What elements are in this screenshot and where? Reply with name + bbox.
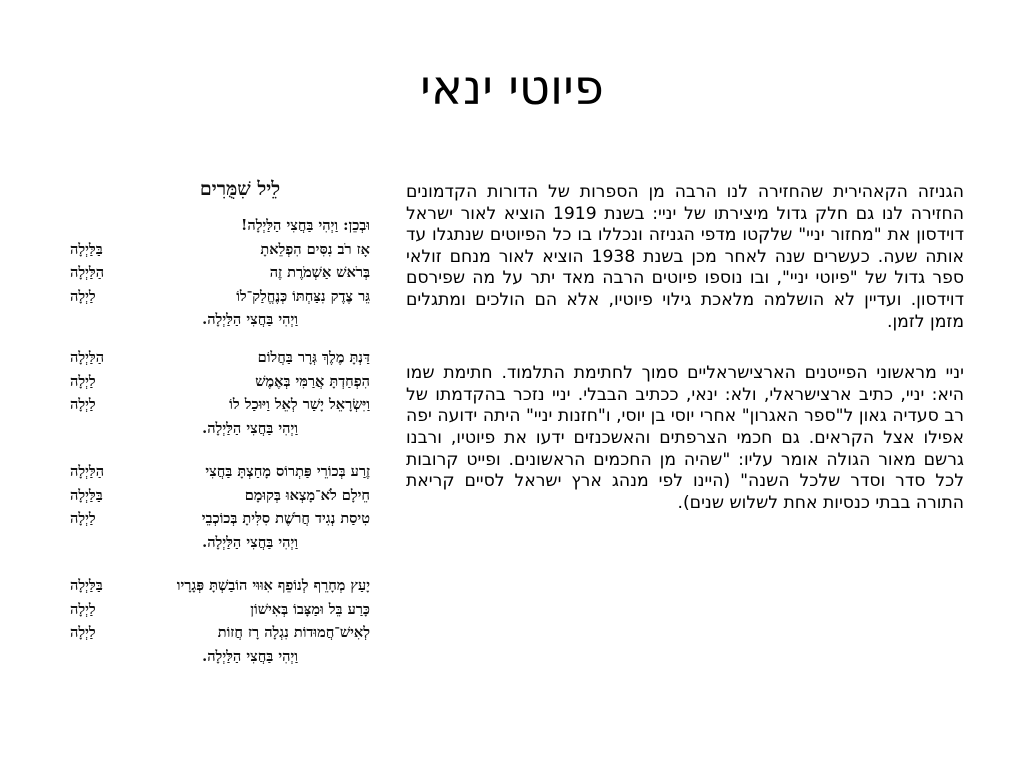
verse-ending: הַלַּיְלָה	[70, 463, 105, 480]
verse-ending: בַּלַּיְלָה	[70, 486, 103, 504]
poem-verse	[70, 370, 370, 394]
verse-ending: לַיְלָה	[70, 372, 96, 390]
verse-text: זֶרַע בְּכוֹרֵי פַּתְרוֹס מָחַצְתָּ בַּחֲצִי	[205, 463, 370, 480]
verse-text: בְּרֹאשׁ אַשְׁמֹרֶת זֶה	[269, 264, 370, 281]
verse-text: טִיסַת נְגִיד חֲרֹשֶׁת סִלִּיתָ בְּכוֹכְבֵי	[201, 510, 370, 527]
poem-verse	[70, 460, 370, 484]
verse-text: כָּרַע בֵּל וּמַצָּבוֹ בְּאִישׁוֹן	[250, 600, 370, 618]
verse-ending: לַיְלָה	[70, 600, 96, 618]
verse-ending: לַיְלָה	[70, 287, 96, 305]
verse-text: גֵּר צֶדֶק נִצַּחְתּוֹ כְּנֶחֱלַק־לוֹ	[236, 287, 370, 305]
verse-text: הִפְחַדְתָּ אֲרַמִּי בְּאֶמֶשׁ	[255, 372, 370, 390]
poem-refrain	[70, 417, 370, 441]
poem-stanza	[70, 214, 370, 332]
poem-verse	[70, 484, 370, 508]
poem-refrain	[70, 531, 370, 555]
verse-ending: בַּלַּיְלָה	[70, 240, 103, 258]
poem-stanza	[70, 460, 370, 554]
poem-verse	[70, 621, 370, 645]
poem-stanza	[70, 346, 370, 440]
poem-verse	[70, 261, 370, 285]
refrain-text: וַיְהִי בַּחֲצִי הַלַּיְלָה.	[202, 311, 298, 328]
verse-text: חֵילָם לֹא־מָצְאוּ בְּקוּמָם	[244, 486, 370, 504]
poem-stanza	[70, 574, 370, 668]
poem-verse	[70, 598, 370, 622]
refrain-text: וַיְהִי בַּחֲצִי הַלַּיְלָה.	[202, 533, 298, 551]
body-paragraph: יניי מראשוני הפייטנים הארצישראליים סמוך לחתימת התלמוד. חתימת שמו היא: יניי, כתיב ארצישראלי, ולא: ינאי, ככתיב הבבלי. יניי נזכר בהקדמתו של רב סעדיה גאון ל"ספר האגרון" אחרי יוסי בן יוסי, ו"חזנות יניי" היתה ידועה יפה אפילו אצל הקראים. גם חכמי הצרפתים והאשכנזים ידעו את פיוטיו, ורבנו גרשם מאור הגולה אומר עליו: "שהיה מן החכמים הראשונים. ופייט קרובות לכל סדר וסדר שלכל השנה" (היינו לפי מנהג ארץ ישראל לסיים קריאת התורה בבתי כנסיות אחת לשלוש שנים).	[406, 363, 964, 513]
poem-verse	[70, 574, 370, 598]
verse-ending: הַלַּיְלָה	[70, 264, 105, 281]
poem-verse	[70, 285, 370, 309]
body-text	[406, 182, 964, 544]
verse-text: אָז רֹב נִסִּים הִפְלֵאתָ	[260, 240, 370, 258]
slide-title: פיוטי ינאי	[420, 60, 604, 116]
verse-text: וַיִּשְׂרָאֵל יָשַׁר לְאֵל וַיּוּכַל לוֹ	[229, 396, 370, 413]
verse-ending: לַיְלָה	[70, 510, 96, 527]
verse-ending: הַלַּיְלָה	[70, 349, 105, 366]
poem-refrain	[70, 645, 370, 669]
verse-ending: בַּלַּיְלָה	[70, 577, 103, 594]
poem-refrain	[70, 308, 370, 332]
refrain-text: וַיְהִי בַּחֲצִי הַלַּיְלָה.	[202, 419, 298, 437]
poem-verse	[70, 214, 370, 238]
refrain-text: וַיְהִי בַּחֲצִי הַלַּיְלָה.	[202, 647, 298, 665]
poem-heading: לֵיל שִׁמֻּרִים	[199, 178, 281, 200]
poem-verse	[70, 393, 370, 417]
verse-text: לְאִישׁ־חֲמוּדוֹת נִגְלָה רָז חֲזוֹת	[217, 624, 370, 641]
verse-ending: לַיְלָה	[70, 624, 96, 641]
body-paragraph: הגניזה הקאהירית שהחזירה לנו הרבה מן הספרות של הדורות הקדמונים החזירה לנו גם חלק גדול מיצירתו של יניי: בשנת 1919 הוציא לאור ישראל דוידסון את "מחזור יניי" שלקטו מדפי הגניזה ונכללו בו כל הפיוטים שנתגלו עד אותה שעה. כעשרים שנה לאחר מכן בשנת 1938 הוציא לאור מנחם זולאי ספר גדול של "פיוטי יניי", ובו נוספו פיוטים הרבה מאד יתר על מה שפירסם דוידסון. ועדיין לא הושלמה מלאכת גילוי פיוטיו, אלא הם הולכים ומתגלים מזמן לזמן.	[406, 182, 964, 332]
verse-text: יָעַץ מְחָרֵף לְנוֹפֵף אִוּוּי הוֹבַשְׁתָּ פְּגָרָיו	[176, 577, 370, 594]
poem-verse	[70, 507, 370, 531]
verse-ending: לַיְלָה	[70, 396, 96, 413]
poem-verse	[70, 238, 370, 262]
verse-text: וּבְכֵן: וַיְהִי בַּחֲצִי הַלַּיְלָה!	[240, 217, 370, 234]
scanned-poem-image	[70, 178, 370, 684]
verse-text: דַּנְתָּ מֶלֶךְ גְּרָר בַּחֲלוֹם	[257, 349, 370, 366]
poem-verse	[70, 346, 370, 370]
